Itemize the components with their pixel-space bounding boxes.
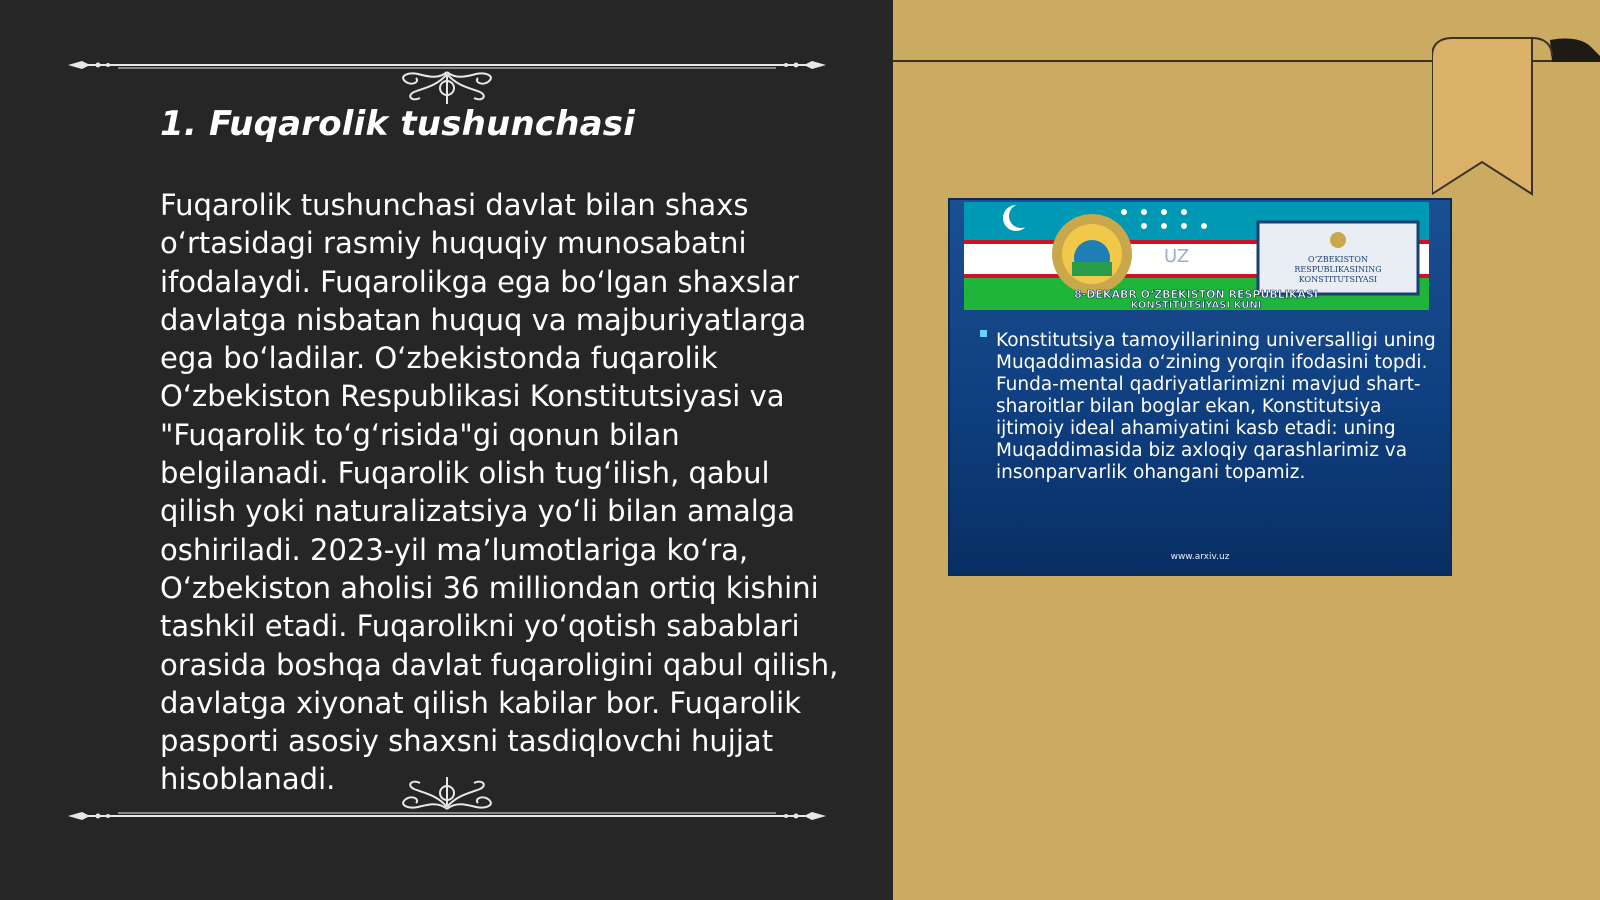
banner-line-2: KONSTITUTSIYASI KUNI [1130,300,1262,310]
bullet-icon [980,330,987,337]
ornamental-divider-bottom-icon [68,775,826,825]
slide-body-text: Fuqarolik tushunchasi davlat bilan shaxs o‘rtasidagi rasmiy huquqiy munosabatni ifodalaydi. Fuqarolikga ega bo‘lgan shaxslar davlatga nisbatan huquq va majburiyatlarga ega bo‘ladilar. O‘zbekistonda fuqarolik O‘zbekiston Respublikasi Konstitutsiyasi va "Fuqarolik to‘g‘risida"gi qonun bilan belgilanadi. Fuqarolik olish tug‘ilish, qabul qilish yoki naturalizatsiya yo‘li bilan amalga oshiriladi. 2023-yil ma’lumotlariga ko‘ra, O‘zbekiston aholisi 36 milliondan ortiq kishini tashkil etadi. Fuqarolikni yo‘qotish sabablari orasida boshqa davlat fuqaroligini qabul qilish, davlatga xiyonat qilish kabilar bor. Fuqarolik pasporti asosiy shaxsni tasdiqlovchi hujjat hisoblanadi. [160,188,839,797]
constitution-book-icon [1258,222,1418,294]
slide-title: 1. Fuqarolik tushunchasi [160,104,636,144]
banner-line-1: 8-DEKABR O‘ZBEKISTON RESPUBLIKASI [1074,288,1318,301]
svg-text:UZ: UZ [1164,246,1190,267]
ornamental-divider-top-icon [68,56,826,106]
state-emblem-icon [1052,214,1132,294]
constitution-day-image [950,200,1450,574]
bookmark-ribbon-icon [1432,34,1600,204]
card-footer-url: www.arxiv.uz [1170,552,1230,562]
constitution-banner [964,202,1429,310]
svg-text:KONSTITUTSIYASI: KONSTITUTSIYASI [1298,275,1378,284]
svg-text:O‘ZBEKISTON: O‘ZBEKISTON [1308,255,1368,264]
card-bullet-text: Konstitutsiya tamoyillarining universalligi uning Muqaddimasida o‘zining yorqin ifodasini topdi. Funda-mental qadriyatlarimizni mavjud shart-sharoitlar bilan boglar ekan, Konstitutsiya ijtimoiy ideal ahamiyatini kasb etadi: uning Muqaddimasida biz axloqiy qarashlarimiz va insonparvarlik ohangani topamiz. [996,330,1436,483]
svg-text:RESPUBLIKASINING: RESPUBLIKASINING [1294,265,1382,274]
